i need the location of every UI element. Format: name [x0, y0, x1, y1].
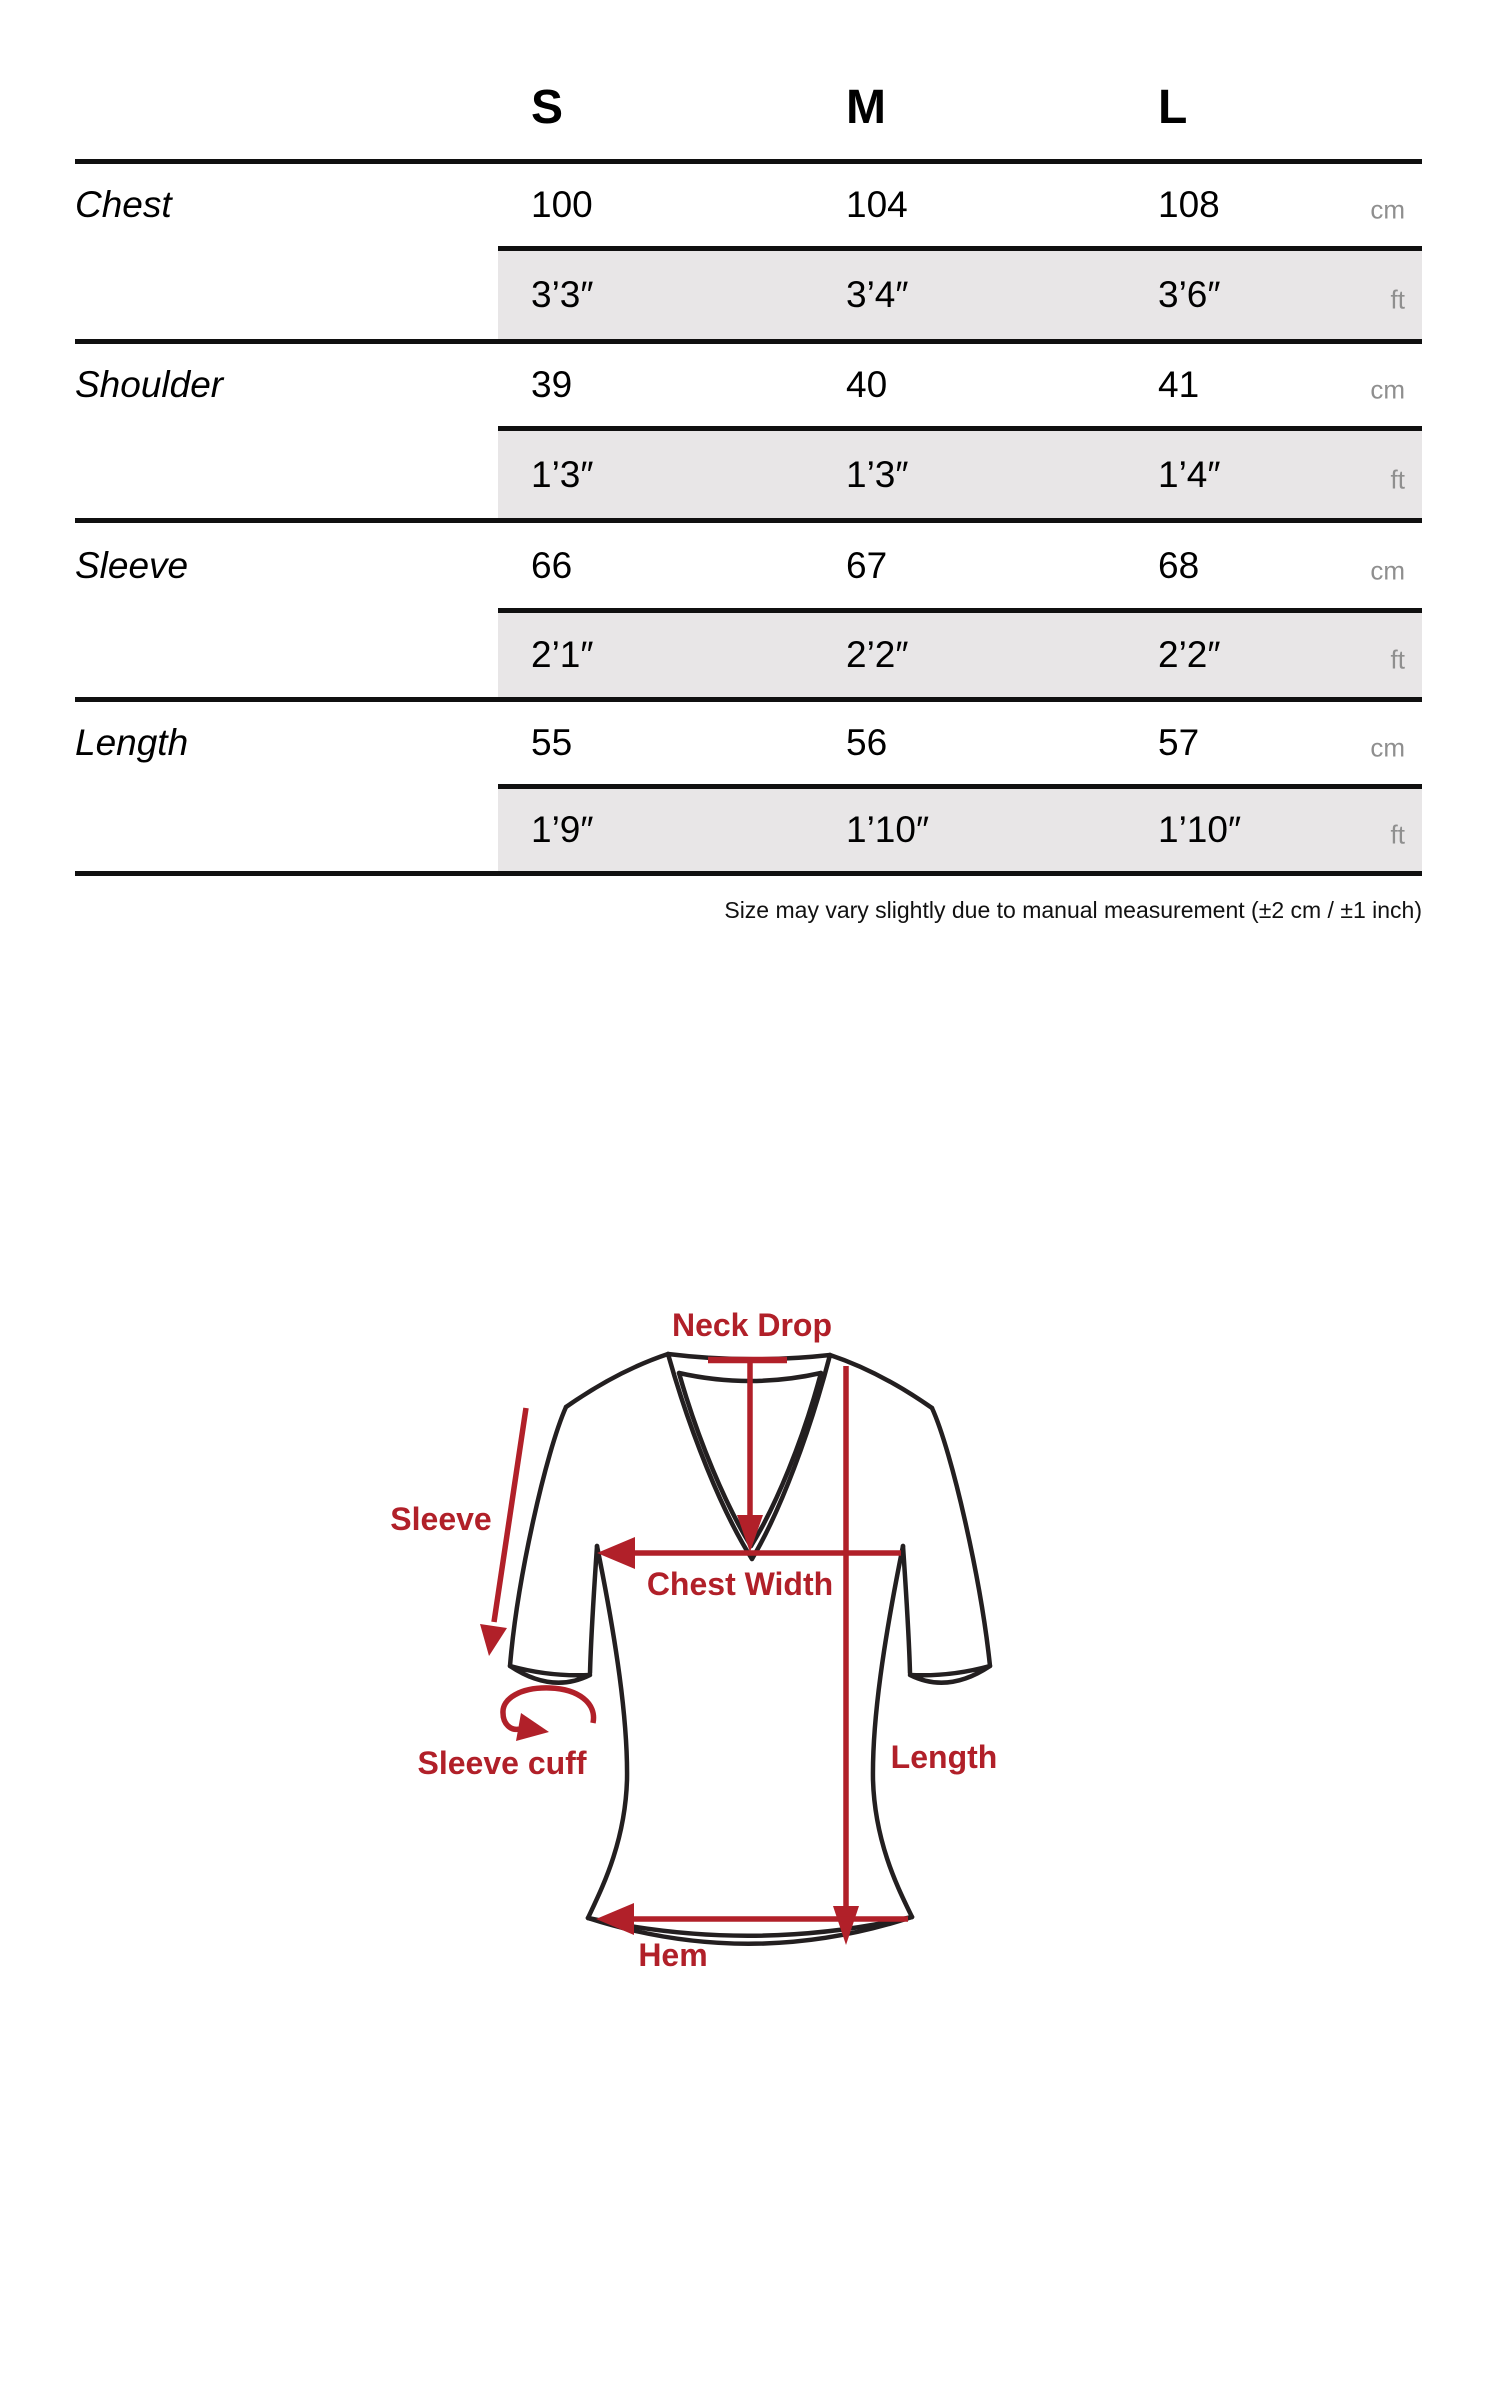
value-chest-l-ft: 3’6″	[1158, 274, 1221, 315]
value-length-m-cm: 56	[846, 722, 888, 763]
sleeve-label: Sleeve	[390, 1501, 492, 1537]
row-label: Length	[75, 722, 189, 763]
value-sleeve-m-cm: 67	[846, 544, 888, 586]
value-length-l-cm: 57	[1158, 722, 1200, 763]
measurement-disclaimer: Size may vary slightly due to manual measurement (±2 cm / ±1 inch)	[724, 897, 1422, 923]
unit-label-cm: cm	[1370, 555, 1405, 585]
unit-label-cm: cm	[1370, 732, 1405, 763]
unit-label-cm: cm	[1370, 374, 1405, 405]
unit-label-cm: cm	[1370, 194, 1405, 225]
length-label: Length	[890, 1739, 998, 1775]
row-label: Shoulder	[75, 364, 224, 405]
length-arrow	[833, 1366, 859, 1945]
value-sleeve-l-ft: 2’2″	[1158, 634, 1221, 675]
value-shoulder-s-ft: 1’3″	[531, 453, 594, 495]
sleeve-cuff-label: Sleeve cuff	[417, 1745, 587, 1781]
row-label: Sleeve	[75, 544, 189, 586]
unit-label-ft: ft	[1390, 644, 1405, 675]
value-chest-s-cm: 100	[531, 184, 593, 225]
value-length-s-ft: 1’9″	[531, 809, 594, 850]
value-sleeve-s-cm: 66	[531, 544, 573, 586]
value-shoulder-l-cm: 41	[1158, 364, 1200, 405]
value-chest-l-cm: 108	[1158, 184, 1220, 225]
neck-drop-arrow	[708, 1360, 787, 1552]
hem-label: Hem	[638, 1937, 708, 1973]
row-label: Chest	[75, 184, 172, 225]
size-header-l: L	[1158, 81, 1188, 134]
size-header-s: S	[531, 81, 564, 134]
value-length-s-cm: 55	[531, 722, 573, 763]
size-header-m: M	[846, 81, 886, 134]
value-shoulder-m-cm: 40	[846, 364, 888, 405]
neck-drop-label: Neck Drop	[671, 1307, 833, 1343]
value-shoulder-m-ft: 1’3″	[846, 453, 909, 495]
unit-label-ft: ft	[1390, 284, 1405, 315]
value-sleeve-s-ft: 2’1″	[531, 634, 594, 675]
value-sleeve-l-cm: 68	[1158, 544, 1200, 586]
value-length-l-ft: 1’10″	[1158, 809, 1242, 850]
sleeve-cuff-arrow	[503, 1688, 594, 1741]
unit-label-ft: ft	[1390, 464, 1405, 494]
value-shoulder-l-ft: 1’4″	[1158, 453, 1221, 495]
value-chest-m-ft: 3’4″	[846, 274, 909, 315]
value-sleeve-m-ft: 2’2″	[846, 634, 909, 675]
value-chest-s-ft: 3’3″	[531, 274, 594, 315]
unit-label-ft: ft	[1390, 819, 1405, 850]
value-shoulder-s-cm: 39	[531, 364, 573, 405]
chest-width-label: Chest Width	[646, 1566, 834, 1602]
value-chest-m-cm: 104	[846, 184, 908, 225]
value-length-m-ft: 1’10″	[846, 809, 930, 850]
